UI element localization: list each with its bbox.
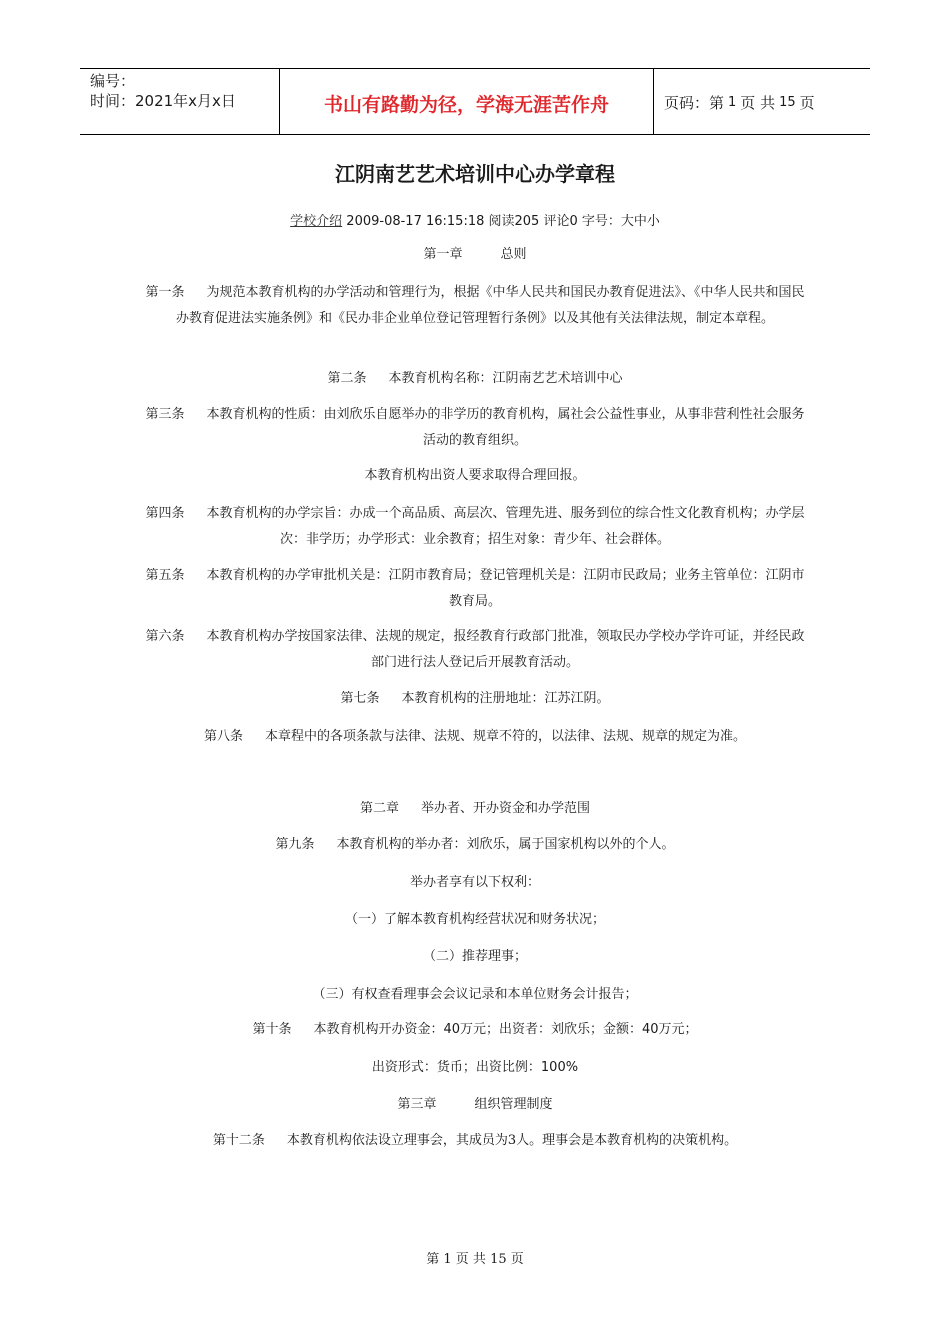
footer-mid: 页 共 [455, 1252, 486, 1267]
chapter-heading [0, 796, 950, 822]
footer-total: 15 [490, 1252, 507, 1267]
article-text: 本教育机构开办资金：40万元；出资者：刘欣乐；金额：40万元； [313, 1022, 698, 1037]
document-meta [0, 210, 950, 229]
chapter-heading [0, 1092, 950, 1118]
article-12 [0, 1128, 950, 1154]
page-footer [0, 1248, 950, 1267]
header-info-cell [80, 69, 280, 134]
article-label: 第一条 [145, 285, 185, 300]
time-label: 时间：2021年x月x日 [90, 92, 236, 110]
article-3-extra: 本教育机构出资人要求取得合理回报。 [364, 468, 586, 483]
page-total: 15 [779, 95, 796, 110]
article-text: 本教育机构的办学宗旨：办成一个高品质、高层次、管理先进、服务到位的综合性文化教育机构；办学层次：非学历；办学形式：业余教育；招生对象：青少年、社会群体。 [206, 506, 805, 547]
article-10 [0, 1017, 950, 1043]
article-1 [140, 280, 810, 332]
chapter-number: 第一章 [423, 247, 463, 262]
footer-current: 1 [443, 1252, 452, 1267]
article-5 [140, 563, 810, 615]
article-9 [0, 832, 950, 858]
article-label: 第九条 [275, 837, 315, 852]
rights-intro: 举办者享有以下权利： [409, 875, 540, 890]
chapter-name: 组织管理制度 [474, 1097, 553, 1112]
page-label-mid: 页 共 [740, 94, 776, 112]
page-current: 1 [728, 95, 737, 110]
article-label: 第十条 [252, 1022, 292, 1037]
article-6 [140, 624, 810, 676]
article-label: 第八条 [203, 729, 243, 744]
article-text: 本教育机构办学按国家法律、法规的规定，报经教育行政部门批准，领取民办学校办学许可证，并经民政部门进行法人登记后开展教育活动。 [206, 629, 805, 670]
article-8 [0, 724, 950, 750]
page-label-suffix: 页 [799, 94, 815, 112]
chapter-number: 第三章 [397, 1097, 437, 1112]
number-label: 编号： [90, 72, 136, 90]
article-label: 第四条 [145, 506, 185, 521]
article-text: 本教育机构的举办者：刘欣乐，属于国家机构以外的个人。 [336, 837, 675, 852]
article-label: 第五条 [145, 568, 185, 583]
article-label: 第二条 [327, 371, 367, 386]
footer-prefix: 第 [426, 1252, 440, 1267]
article-4 [140, 501, 810, 553]
article-label: 第三条 [145, 407, 185, 422]
chapter-heading [0, 242, 950, 268]
footer-suffix: 页 [510, 1252, 524, 1267]
article-10-extra: 出资形式：货币；出资比例：100% [371, 1060, 579, 1075]
document-title: 江阴南艺艺术培训中心办学章程 [335, 162, 615, 186]
article-text: 本章程中的各项条款与法律、法规、规章不符的，以法律、法规、规章的规定为准。 [265, 729, 747, 744]
article-2 [0, 366, 950, 392]
chapter-number: 第二章 [359, 801, 399, 816]
article-text: 为规范本教育机构的办学活动和管理行为，根据《中华人民共和国民办教育促进法》、《中华人民共和国民办教育促进法实施条例》和《民办非企业单位登记管理暂行条例》以及其他有关法律法规，制定本章程。 [175, 285, 805, 326]
header-motto: 书山有路勤为径，学海无涯苦作舟 [280, 69, 654, 134]
right-item: （一）了解本教育机构经营状况和财务状况； [344, 912, 605, 927]
article-3 [140, 402, 810, 454]
meta-info: 2009-08-17 16:15:18 阅读205 评论0 字号：大中小 [346, 214, 660, 229]
page-label-prefix: 页码：第 [664, 94, 725, 112]
article-label: 第十二条 [212, 1133, 265, 1148]
article-label: 第七条 [340, 691, 380, 706]
article-label: 第六条 [145, 629, 185, 644]
article-text: 本教育机构的注册地址：江苏江阴。 [401, 691, 610, 706]
article-text: 本教育机构的性质：由刘欣乐自愿举办的非学历的教育机构，属社会公益性事业，从事非营利性社会服务活动的教育组织。 [206, 407, 805, 448]
category-link[interactable]: 学校介绍 [290, 214, 343, 229]
header-page-number [654, 69, 870, 134]
article-text: 本教育机构依法设立理事会，其成员为3人。理事会是本教育机构的决策机构。 [286, 1133, 738, 1148]
article-text: 本教育机构的办学审批机关是：江阴市教育局；登记管理机关是：江阴市民政局；业务主管单位：江阴市教育局。 [206, 568, 805, 609]
article-7 [0, 686, 950, 712]
page-header [80, 68, 870, 135]
right-item: （二）推荐理事； [422, 949, 527, 964]
chapter-name: 举办者、开办资金和办学范围 [421, 801, 591, 816]
article-text: 本教育机构名称：江阴南艺艺术培训中心 [388, 371, 623, 386]
right-item: （三）有权查看理事会会议记录和本单位财务会计报告； [312, 987, 638, 1002]
chapter-name: 总则 [500, 247, 527, 262]
